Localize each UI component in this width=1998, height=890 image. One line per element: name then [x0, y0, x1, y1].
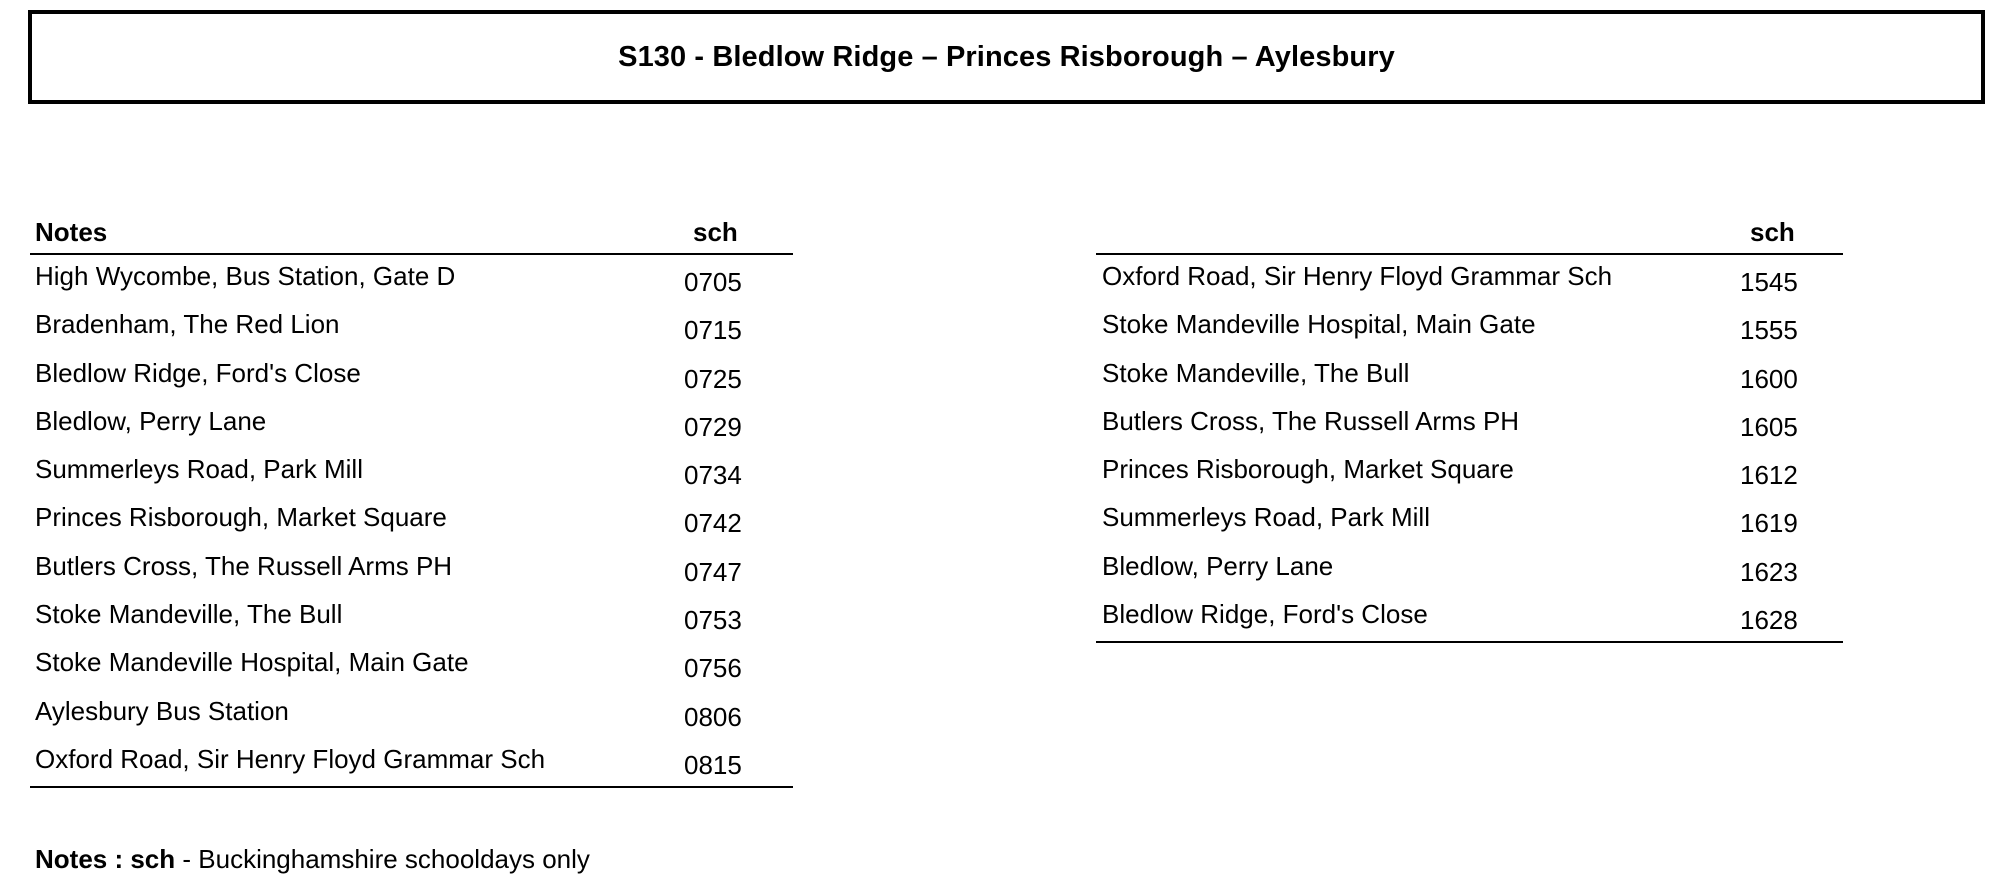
departure-time: 1600 [1740, 363, 1798, 394]
stop-name: Stoke Mandeville Hospital, Main Gate [1102, 309, 1536, 340]
table-row [30, 255, 793, 303]
sch-column-header: sch [1750, 217, 1795, 247]
footnote-label: Notes : sch [35, 844, 176, 874]
departure-time: 1545 [1740, 267, 1798, 297]
table-row [30, 641, 793, 689]
stop-name: Princes Risborough, Market Square [1102, 454, 1514, 485]
stop-name: Bradenham, The Red Lion [35, 309, 340, 340]
stop-name: Butlers Cross, The Russell Arms PH [35, 550, 453, 581]
table-row [1096, 496, 1843, 544]
stop-name: Aylesbury Bus Station [35, 695, 289, 726]
stop-name: Summerleys Road, Park Mill [35, 454, 363, 485]
stop-name: Bledlow Ridge, Ford's Close [1102, 599, 1428, 630]
table-row [30, 593, 793, 641]
stop-name: Summerleys Road, Park Mill [1102, 502, 1430, 533]
departure-time: 1623 [1740, 556, 1798, 587]
afternoon-table-header [1096, 212, 1843, 255]
table-row [30, 448, 793, 496]
departure-time: 1612 [1740, 460, 1798, 491]
departure-time: 0734 [684, 460, 742, 491]
title-box [28, 10, 1985, 104]
morning-timetable [30, 212, 793, 788]
departure-time: 0747 [684, 556, 742, 587]
stop-name: Stoke Mandeville, The Bull [1102, 357, 1410, 388]
stop-name: Princes Risborough, Market Square [35, 502, 447, 533]
stop-name: High Wycombe, Bus Station, Gate D [35, 261, 456, 291]
table-row [1096, 400, 1843, 448]
departure-time: 1605 [1740, 411, 1798, 442]
stop-name: Butlers Cross, The Russell Arms PH [1102, 405, 1520, 436]
table-row [30, 352, 793, 400]
footnote [35, 844, 590, 875]
stop-name: Stoke Mandeville Hospital, Main Gate [35, 647, 469, 678]
stop-name: Stoke Mandeville, The Bull [35, 599, 343, 630]
departure-time: 0815 [684, 749, 742, 780]
departure-time: 1555 [1740, 315, 1798, 346]
afternoon-timetable [1096, 212, 1843, 643]
morning-table-body [30, 255, 793, 788]
stop-name: Bledlow, Perry Lane [35, 405, 267, 436]
departure-time: 0729 [684, 411, 742, 442]
departure-time: 0742 [684, 508, 742, 539]
table-row [30, 400, 793, 448]
table-row [30, 738, 793, 786]
stop-name: Bledlow Ridge, Ford's Close [35, 357, 361, 388]
morning-table-header [30, 212, 793, 255]
stop-name: Oxford Road, Sir Henry Floyd Grammar Sch [1102, 261, 1613, 291]
table-row [1096, 303, 1843, 351]
sch-column-header: sch [693, 217, 738, 247]
table-row [1096, 448, 1843, 496]
table-row [30, 303, 793, 351]
table-row [1096, 352, 1843, 400]
stop-name: Bledlow, Perry Lane [1102, 550, 1334, 581]
departure-time: 0725 [684, 363, 742, 394]
departure-time: 0715 [684, 315, 742, 346]
table-row [30, 690, 793, 738]
departure-time: 0806 [684, 701, 742, 732]
departure-time: 0753 [684, 605, 742, 636]
table-row [30, 545, 793, 593]
table-row [30, 496, 793, 544]
footnote-text: - Buckinghamshire schooldays only [175, 844, 590, 874]
stop-name: Oxford Road, Sir Henry Floyd Grammar Sch [35, 743, 546, 774]
departure-time: 1619 [1740, 508, 1798, 539]
departure-time: 1628 [1740, 605, 1798, 636]
table-row [1096, 255, 1843, 303]
afternoon-table-body [1096, 255, 1843, 643]
departure-time: 0756 [684, 653, 742, 684]
departure-time: 0705 [684, 267, 742, 297]
page-title: S130 - Bledlow Ridge – Princes Risborough – Aylesbury [618, 40, 1395, 73]
table-row [1096, 593, 1843, 641]
notes-column-header: Notes [35, 217, 108, 247]
table-row [1096, 545, 1843, 593]
